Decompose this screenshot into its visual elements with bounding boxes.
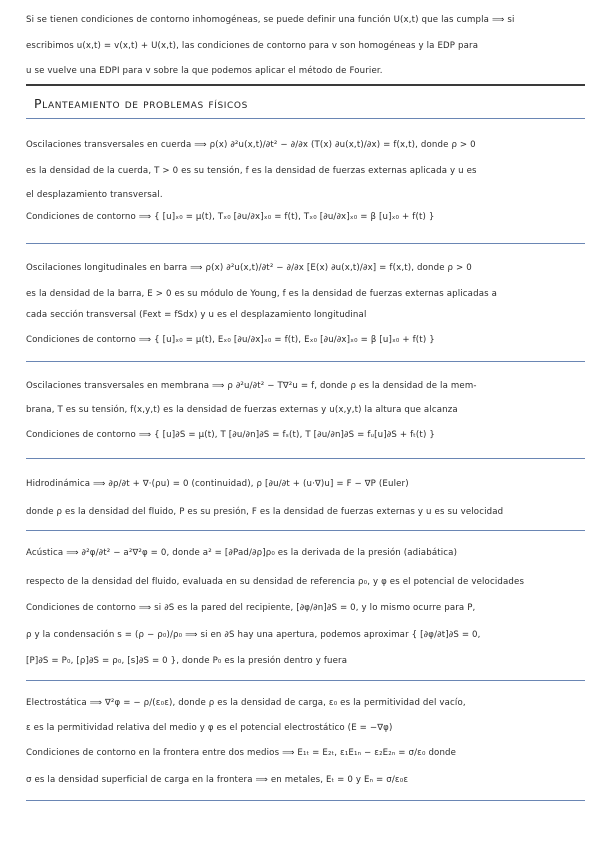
cuerda-line-1: Oscilaciones transversales en cuerda ⟹ ρ(x) ∂²u(x,t)/∂t² − ∂/∂x (T(x) ∂u(x,t)/∂x) = f(x,t), donde ρ > 0 <box>26 140 476 150</box>
acustica-line-1: Acústica ⟹ ∂²φ/∂t² − a²∇²φ = 0, donde a² = [∂Pad/∂ρ]ρ₀ es la derivada de la presión (adiabática) <box>26 548 458 558</box>
acustica-line-2: respecto de la densidad del fluido, evaluada en su densidad de referencia ρ₀, y φ es el potencial de velocidades <box>26 577 525 587</box>
section-heading: Planteamiento de problemas físicos <box>34 96 248 111</box>
intro-line-1: Si se tienen condiciones de contorno inhomogéneas, se puede definir una función U(x,t) que las cumpla ⟹ si <box>26 15 515 25</box>
intro-line-3: u se vuelve una EDPI para v sobre la que podemos aplicar el método de Fourier. <box>26 66 383 76</box>
divider <box>26 458 585 459</box>
acustica-line-4: ρ y la condensación s = (ρ − ρ₀)/ρ₀ ⟹ si en ∂S hay una apertura, podemos aproximar { [∂φ/∂t]∂S = 0, <box>26 630 481 640</box>
membrana-boundary-conditions: Condiciones de contorno ⟹ { [u]∂S = μ(t), T [∂u/∂n]∂S = fₛ(t), T [∂u/∂n]∂S = fᵤ[u]∂S + fₜ(t) } <box>26 430 435 440</box>
section-divider <box>26 84 585 86</box>
acustica-line-5: [P]∂S = P₀, [ρ]∂S = ρ₀, [s]∂S = 0 }, donde P₀ es la presión dentro y fuera <box>26 656 348 666</box>
divider <box>26 530 585 531</box>
electro-line-4: σ es la densidad superficial de carga en la frontera ⟹ en metales, Eₜ = 0 y Eₙ = σ/ε₀ε <box>26 775 409 785</box>
membrana-line-1: Oscilaciones transversales en membrana ⟹ ρ ∂²u/∂t² − T∇²u = f, donde ρ es la densidad de la mem- <box>26 381 477 391</box>
divider <box>26 361 585 362</box>
acustica-line-3: Condiciones de contorno ⟹ si ∂S es la pared del recipiente, [∂φ/∂n]∂S = 0, y lo mismo ocurre para P, <box>26 603 476 613</box>
hidro-line-2: donde ρ es la densidad del fluido, P es su presión, F es la densidad de fuerzas externas y u es su velocidad <box>26 507 504 517</box>
cuerda-line-3: el desplazamiento transversal. <box>26 190 163 200</box>
barra-line-3: cada sección transversal (Fext = fSdx) y u es el desplazamiento longitudinal <box>26 310 367 320</box>
barra-line-2: es la densidad de la barra, E > 0 es su módulo de Young, f es la densidad de fuerzas externas aplicadas a <box>26 289 498 299</box>
membrana-line-2: brana, T es su tensión, f(x,y,t) es la densidad de fuerzas externas y u(x,y,t) la altura que alcanza <box>26 405 458 415</box>
cuerda-line-2: es la densidad de la cuerda, T > 0 es su tensión, f es la densidad de fuerzas externas aplicada y u es <box>26 166 477 176</box>
hidro-line-1: Hidrodinámica ⟹ ∂ρ/∂t + ∇·(ρu) = 0 (continuidad), ρ [∂u/∂t + (u·∇)u] = F − ∇P (Euler) <box>26 479 409 489</box>
divider <box>26 118 585 119</box>
divider <box>26 243 585 244</box>
divider <box>26 680 585 681</box>
barra-line-1: Oscilaciones longitudinales en barra ⟹ ρ(x) ∂²u(x,t)/∂t² − ∂/∂x [E(x) ∂u(x,t)/∂x] = f(x,t), donde ρ > 0 <box>26 263 472 273</box>
electro-line-2: ε es la permitividad relativa del medio y φ es el potencial electrostático (E = −∇φ) <box>26 723 393 733</box>
barra-boundary-conditions: Condiciones de contorno ⟹ { [u]ₓ₀ = μ(t), Eₓ₀ [∂u/∂x]ₓ₀ = f(t), Eₓ₀ [∂u/∂x]ₓ₀ = β [u]ₓ₀ + f(t) } <box>26 335 435 345</box>
electro-line-3: Condiciones de contorno en la frontera entre dos medios ⟹ E₁ₜ = E₂ₜ, ε₁E₁ₙ − ε₂E₂ₙ = σ/ε₀ donde <box>26 748 457 758</box>
electro-line-1: Electrostática ⟹ ∇²φ = − ρ/(ε₀ε), donde ρ es la densidad de carga, ε₀ es la permitividad del vacío, <box>26 698 466 708</box>
cuerda-boundary-conditions: Condiciones de contorno ⟹ { [u]ₓ₀ = μ(t), Tₓ₀ [∂u/∂x]ₓ₀ = f(t), Tₓ₀ [∂u/∂x]ₓ₀ = β [u]ₓ₀ + f(t) } <box>26 212 435 222</box>
divider <box>26 800 585 801</box>
intro-line-2: escribimos u(x,t) = v(x,t) + U(x,t), las condiciones de contorno para v son homogéneas y la EDP para <box>26 41 479 51</box>
